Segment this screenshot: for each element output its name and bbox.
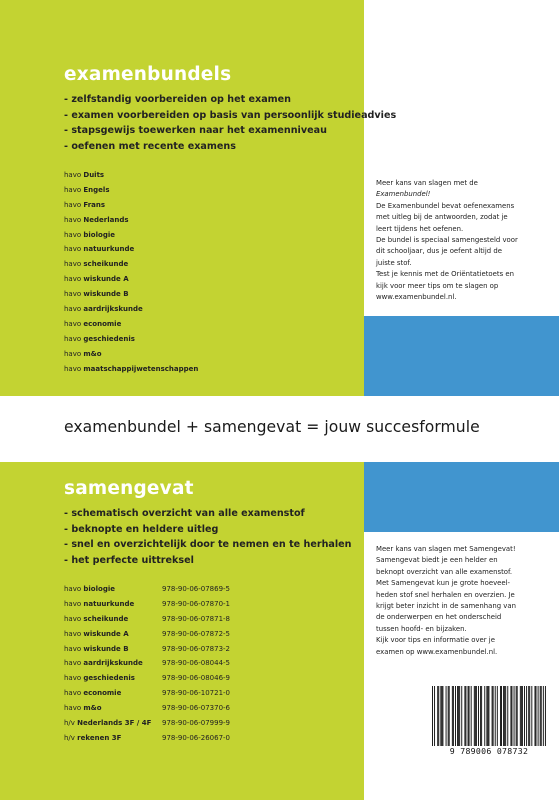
subject-name: wiskunde B [83,644,129,653]
subject-name: rekenen 3F [77,733,122,742]
subject-item [64,362,198,377]
barcode-bar [536,686,537,746]
isbn: 978-90-06-10721-0 [162,689,231,698]
barcode-bar [437,686,438,746]
subject-name: economie [83,319,122,328]
isbn: 978-90-06-08044-5 [162,659,231,668]
examenbundels-subject-list [64,168,198,376]
subject-level: havo [64,585,82,593]
barcode-bar [540,686,541,746]
subject-item [64,242,198,257]
barcode-bar [521,686,522,746]
subject-level: havo [64,334,82,343]
barcode-bar [522,686,523,746]
barcode-bar [493,686,494,746]
barcode-bar [471,686,472,746]
barcode-bar [481,686,482,746]
barcode-bar [453,686,454,746]
barcode-bar [486,686,487,746]
barcode-bar [434,686,435,746]
subject-item [64,183,198,198]
barcode-bar [452,686,453,746]
subject-item [64,612,244,627]
barcode-bar [446,686,447,746]
subject-name: economie [83,689,122,698]
subject-item [64,168,198,183]
barcode-bar [449,686,450,746]
description-line: dit schooljaar, dus je oefent altijd de [376,247,502,256]
description-line: tussen hoofd- en bijzaken. [376,624,467,633]
subject-level: havo [64,185,82,194]
isbn: 978-90-06-07872-5 [162,629,231,638]
barcode-bar [507,686,508,746]
bullet-item: - snel en overzichtelijk door te nemen en te herhalen [64,539,352,550]
subject-item [64,272,198,287]
description-line: krijgt beter inzicht in de samenhang van [376,602,516,611]
barcode-bar [500,686,501,746]
subject-level: havo [64,599,82,608]
subject-item [64,347,198,362]
subject-item [64,287,198,302]
barcode-bar [524,686,525,746]
subject-level: havo [64,674,82,683]
barcode-digits: 9 789006 078732 [449,746,529,756]
subject-item [64,317,198,332]
subject-name: Frans [83,200,106,209]
barcode-bar [504,686,505,746]
barcode-bar [541,686,542,746]
description-line: www.examenbundel.nl. [376,293,457,302]
examenbundels-heading: examenbundels [64,64,232,85]
subject-name: m&o [83,349,102,358]
description-line: Samengevat biedt je een helder en [376,556,498,565]
barcode [426,680,552,758]
barcode-bar [464,686,465,746]
subject-name: aardrijkskunde [83,305,143,314]
subject-level: havo [64,305,82,314]
subject-level: havo [64,349,82,358]
barcode-bar [476,686,477,746]
barcode-bar [469,686,470,746]
subject-level: havo [64,629,82,638]
subject-level: havo [64,230,82,239]
bullet-item: - stapsgewijs toewerken naar het examenniveau [64,125,327,136]
barcode-bar [465,686,466,746]
subject-name: natuurkunde [83,599,135,608]
barcode-bar [495,686,496,746]
barcode-bar [545,686,546,746]
barcode-bar [458,686,459,746]
description-line: Test je kennis met de Oriëntatietoets en [376,270,514,279]
subject-level: havo [64,659,82,668]
description-line: Examenbundel! [376,190,431,199]
subject-level: havo [64,644,82,653]
subject-name: geschiedenis [83,674,135,683]
subject-name: aardrijkskunde [83,659,143,668]
barcode-bar [517,686,518,746]
barcode-bar [442,686,443,746]
subject-item [64,198,198,213]
subject-name: biologie [83,585,115,593]
isbn: 978-90-06-07870-1 [162,599,231,608]
subject-level: havo [64,200,82,209]
subject-level: havo [64,171,82,179]
bullet-item: - examen voorbereiden op basis van persoonlijk studieadvies [64,109,397,121]
blue-block-top [364,316,559,396]
barcode-bar [543,686,544,746]
barcode-bar [492,686,493,746]
subject-item [64,213,198,228]
barcode-bar [440,686,441,746]
subject-item [64,656,244,671]
subject-item [64,257,198,272]
examenbundels-bullet-list [64,92,396,154]
description-line: beknopt overzicht van alle examenstof. [376,567,513,576]
barcode-bar [516,686,517,746]
samengevat-subject-list [64,582,244,746]
bullet-item: - beknopte en heldere uitleg [64,523,219,535]
subject-level: havo [64,319,82,328]
subject-item [64,597,244,612]
barcode-bar [511,686,512,746]
barcode-bar [432,686,433,746]
subject-level: havo [64,614,82,623]
bullet-item: - schematisch overzicht van alle examenstof [64,508,305,519]
subject-name: Duits [83,171,105,179]
barcode-bar [505,686,506,746]
subject-level: h/v [64,733,75,742]
barcode-bar [501,686,502,746]
isbn: 978-90-06-07869-5 [162,585,231,593]
subject-level: havo [64,290,82,299]
subject-level: h/v [64,719,75,728]
isbn: 978-90-06-07873-2 [162,644,231,653]
barcode-bar [510,686,511,746]
bullet-item: - het perfecte uittreksel [64,554,194,566]
subject-level: havo [64,215,82,224]
subject-name: biologie [83,230,115,239]
subject-level: havo [64,704,82,713]
barcode-bar [529,686,530,746]
description-line: Met Samengevat kun je grote hoeveel- [376,579,511,588]
slogan: examenbundel + samengevat = jouw succesformule [64,418,480,436]
description-line: De Examenbundel bevat oefenexamens [376,201,515,210]
barcode-bar [484,686,485,746]
subject-item [64,627,244,642]
barcode-bar [455,686,456,746]
description-line: De bundel is speciaal samengesteld voor [376,236,518,245]
subject-item [64,671,244,686]
subject-item [64,302,198,317]
subject-name: Nederlands [83,215,129,224]
subject-item [64,686,244,701]
barcode-bar [457,686,458,746]
subject-name: wiskunde B [83,290,129,299]
barcode-bar [526,686,527,746]
description-line: de onderwerpen en het onderscheid [376,613,502,622]
description-line: examen op www.examenbundel.nl. [376,647,498,656]
isbn: 978-90-06-07999-9 [162,719,231,728]
barcode-bar [514,686,515,746]
description-line: Meer kans van slagen met de [376,179,478,187]
subject-item [64,701,244,716]
subject-name: wiskunde A [83,275,129,284]
bullet-item: - zelfstandig voorbereiden op het examen [64,94,292,105]
subject-level: havo [64,275,82,284]
subject-name: scheikunde [83,614,129,623]
isbn: 978-90-06-26067-0 [162,733,231,742]
subject-name: scheikunde [83,260,129,269]
bullet-item: - oefenen met recente examens [64,140,236,152]
subject-item [64,731,244,746]
barcode-bar [480,686,481,746]
subject-level: havo [64,689,82,698]
subject-name: maatschappijwetenschappen [83,364,199,373]
subject-item [64,332,198,347]
barcode-bars [432,686,546,746]
description-line: Kijk voor tips en informatie over je [376,636,495,645]
barcode-bar [475,686,476,746]
barcode-bar [503,686,504,746]
barcode-bar [488,686,489,746]
description-line: leert tijdens het oefenen. [376,224,464,233]
barcode-bar [528,686,529,746]
barcode-bar [487,686,488,746]
barcode-bar [459,686,460,746]
description-line: heden stof snel herhalen en overzien. Je [376,590,515,599]
subject-name: geschiedenis [83,334,135,343]
description-line: juiste stof. [376,258,412,267]
barcode-bar [478,686,479,746]
subject-item [64,642,244,657]
examenbundel-description [376,178,536,303]
subject-name: m&o [83,704,102,713]
subject-name: Nederlands 3F / 4F [77,719,152,728]
isbn: 978-90-06-08046-9 [162,674,231,683]
subject-level: havo [64,364,82,373]
subject-item [64,582,244,597]
barcode-bar [497,686,498,746]
barcode-bar [535,686,536,746]
samengevat-bullet-list [64,506,352,568]
samengevat-description [376,544,536,658]
description-line: met uitleg bij de antwoorden, zodat je [376,213,508,222]
barcode-bar [520,686,521,746]
subject-level: havo [64,260,82,269]
subject-name: natuurkunde [83,245,135,254]
barcode-bar [474,686,475,746]
isbn: 978-90-06-07871-8 [162,614,231,623]
barcode-bar [448,686,449,746]
subject-level: havo [64,245,82,254]
blue-block-bottom [364,462,559,532]
description-line: Meer kans van slagen met Samengevat! [376,545,516,553]
samengevat-heading: samengevat [64,478,194,499]
subject-item [64,716,244,731]
barcode-bar [441,686,442,746]
subject-name: wiskunde A [83,629,129,638]
barcode-bar [538,686,539,746]
subject-name: Engels [83,185,110,194]
isbn: 978-90-06-07370-6 [162,704,231,713]
subject-item [64,228,198,243]
barcode-bar [531,686,532,746]
barcode-bar [468,686,469,746]
barcode-bar [438,686,439,746]
description-line: kijk voor meer tips om te slagen op [376,281,499,290]
barcode-bar [461,686,462,746]
